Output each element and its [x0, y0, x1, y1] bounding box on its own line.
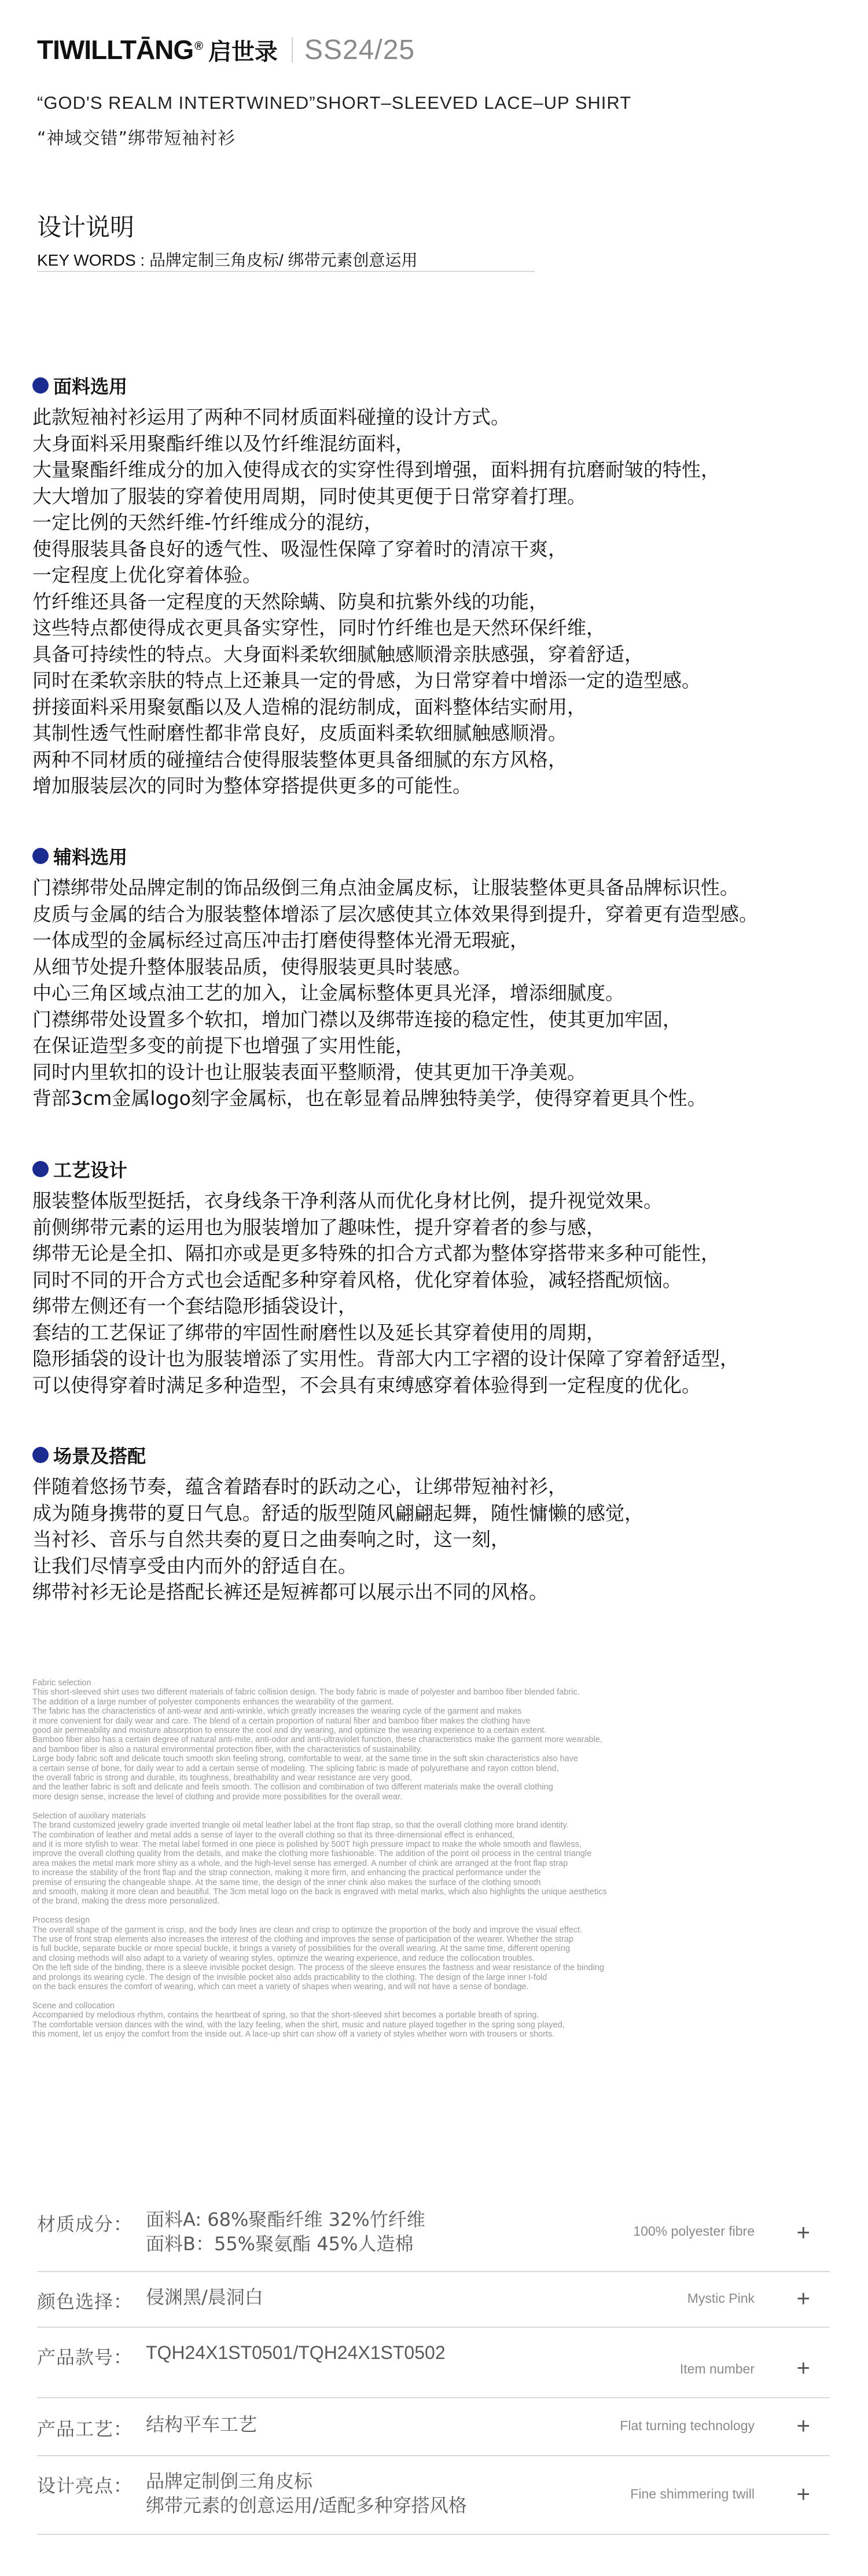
body-line: 一定程度上优化穿着体验。 — [32, 564, 262, 586]
spec-label: 颜色选择： — [37, 2291, 133, 2313]
fine-line: Fabric selection — [32, 1678, 91, 1688]
spec-value-line: 面料B：55%聚氨酯 45%人造棉 — [146, 2233, 414, 2255]
spec-value — [146, 2285, 263, 2309]
body-line: 此款短袖衬衫运用了两种不同材质面料碰撞的设计方式。 — [32, 406, 510, 428]
body-line: 服装整体版型挺括，衣身线条干净利落从而优化身材比例，提升视觉效果。 — [32, 1189, 663, 1212]
bullet-dot-icon — [32, 1161, 49, 1177]
body-line: 当衬衫、音乐与自然共奏的夏日之曲奏响之时，这一刻， — [32, 1528, 510, 1550]
body-line: 一定比例的天然纤维-竹纤维成分的混纺， — [32, 511, 383, 534]
bullet-dot-icon — [32, 1447, 49, 1463]
spec-en-label: Fine shimmering twill — [630, 2486, 755, 2501]
fine-line — [32, 1802, 843, 1811]
brand-name-cn: 启世录 — [208, 38, 278, 65]
body-line: 让我们尽情享受由内而外的舒适自在。 — [32, 1554, 357, 1577]
body-line: 绑带衬衫无论是搭配长裤还是短裤都可以展示出不同的风格。 — [32, 1581, 548, 1603]
section-body — [32, 404, 843, 799]
spec-label: 材质成分： — [37, 2213, 133, 2235]
fine-line: The comfortable version dances with the wind, with the lazy feeling, when the shirt, music and nature played together in the spring song played, — [32, 2020, 565, 2030]
body-line: 可以使得穿着时满足多种造型，不会具有束缚感穿着体验得到一定程度的优化。 — [32, 1373, 701, 1397]
spec-label: 产品款号： — [37, 2346, 133, 2368]
section-fabric — [32, 372, 843, 799]
product-title-en: “GOD'S REALM INTERTWINED”SHORT–SLEEVED LACE–UP SHIRT — [37, 93, 632, 113]
fine-line: Selection of auxiliary materials — [32, 1811, 146, 1821]
body-line: 绑带无论是全扣、隔扣亦或是更多特殊的扣合方式都为整体穿搭带来多种可能性， — [32, 1242, 720, 1265]
fine-line: to increase the stability of the front flap and the strap connection, making it more firm, and enhancing the practical performance under the — [32, 1868, 541, 1878]
body-line: 增加服装层次的同时为整体穿搭提供更多的可能性。 — [32, 774, 472, 797]
expand-plus-icon[interactable]: + — [796, 2220, 810, 2246]
body-line: 在保证造型多变的前提下也增强了实用性能， — [32, 1034, 414, 1057]
body-line: 这些特点都使得成衣更具备实穿性，同时竹纤维也是天然环保纤维， — [32, 616, 605, 639]
spec-value-line: 品牌定制倒三角皮标 — [146, 2470, 313, 2492]
fine-line: and the leather fabric is soft and delicate and feels smooth. The collision and combination of two different materials make the overall clothing — [32, 1783, 553, 1792]
fine-line: Process design — [32, 1916, 90, 1925]
section-craft — [32, 1155, 843, 1398]
spec-value-line: 绑带元素的创意运用/适配多种穿搭风格 — [146, 2494, 467, 2516]
fine-line: premise of ensuring the changeable shape. At the same time, the design of the inner chink also makes the surface of the clothing smooth — [32, 1877, 541, 1887]
header-divider — [292, 37, 293, 63]
spec-label: 设计亮点： — [37, 2475, 133, 2497]
design-keywords: KEY WORDS : 品牌定制三角皮标/ 绑带元素创意运用 — [37, 251, 418, 269]
spec-row-material[interactable] — [37, 2199, 830, 2272]
spec-value-line: 面料A: 68%聚酯纤维 32%竹纤维 — [146, 2208, 425, 2230]
section-scene — [32, 1441, 843, 1605]
brand-header — [37, 32, 415, 67]
body-line: 皮质与金属的结合为服装整体增添了层次感使其立体效果得到提升，穿着更有造型感。 — [32, 902, 758, 925]
fine-line: of the brand, making the dress more personalized. — [32, 1897, 220, 1906]
spec-value — [146, 2207, 425, 2256]
bullet-dot-icon — [32, 848, 49, 864]
fine-line — [32, 1991, 843, 2001]
design-notes-heading: 设计说明 — [37, 213, 135, 241]
fine-line — [32, 1906, 843, 1916]
expand-plus-icon[interactable]: + — [796, 2413, 810, 2439]
fine-line: Scene and collocation — [32, 2001, 115, 2011]
season-label: SS24/25 — [304, 34, 415, 65]
spec-en-label: Flat turning technology — [620, 2418, 755, 2433]
bullet-dot-icon — [32, 377, 49, 394]
spec-row-highlights[interactable] — [37, 2455, 830, 2535]
spec-value — [146, 2469, 467, 2518]
section-title: 面料选用 — [53, 376, 128, 398]
expand-plus-icon[interactable]: + — [796, 2482, 810, 2507]
fine-line: this moment, let us enjoy the comfort from the inside out. A lace-up shirt can show off a variety of styles whether worn with trousers or shorts. — [32, 2030, 555, 2040]
body-line: 其制性透气性耐磨性都非常良好，皮质面料柔软细腻触感顺滑。 — [32, 722, 567, 744]
keywords-underline — [37, 271, 535, 272]
body-line: 具备可持续性的特点。大身面料柔软细腻触感顺滑亲肤感强，穿着舒适， — [32, 642, 643, 666]
spec-row-item-number[interactable] — [37, 2327, 830, 2398]
fine-line: improve the overall clothing quality from the details, and make the clothing more fashionable. The addition of the point oil process in the central triangle — [32, 1849, 592, 1859]
body-line: 大量聚酯纤维成分的加入使得成衣的实穿性得到增强，面料拥有抗磨耐皱的特性， — [32, 458, 720, 481]
body-line: 成为随身携带的夏日气息。舒适的版型随风翩翩起舞，随性慵懒的感觉， — [32, 1501, 643, 1524]
fine-line: This short-sleeved shirt uses two different materials of fabric collision design. The body fabric is made of polyester and bamboo fiber blended fabric. — [32, 1688, 580, 1697]
fine-line: and smooth, making it more clean and beautiful. The 3cm metal logo on the back is engraved with metal marks, which also highlights the unique aesthetics — [32, 1887, 607, 1897]
body-line: 大大增加了服装的穿着使用周期，同时使其更便于日常穿着打理。 — [32, 484, 586, 508]
spec-value-line: 结构平车工艺 — [146, 2413, 258, 2435]
fine-line: The use of front strap elements also increases the interest of the clothing and improves the sense of participation of the wearer. Whether the strap — [32, 1934, 573, 1944]
fine-line: On the left side of the binding, there is a sleeve invisible pocket design. The process of the sleeve ensures the fastness and wear resistance of the binding — [32, 1963, 604, 1973]
fine-line: is full buckle, separate buckle or more special buckle, it brings a variety of possibilities for the overall wearing. At the same time, different opening — [32, 1944, 571, 1954]
fine-line: and closing methods will also adapt to a variety of wearing styles, optimize the wearing experience, and reduce the collocation troubles. — [32, 1953, 535, 1963]
body-line: 前侧绑带元素的运用也为服装增加了趣味性，提升穿着者的参与感， — [32, 1215, 605, 1239]
body-line: 中心三角区域点油工艺的加入，让金属标整体更具光泽，增添细腻度。 — [32, 982, 624, 1004]
product-title-cn: “神域交错”绑带短袖衬衫 — [37, 128, 236, 149]
fine-line: more design sense, increase the level of clothing and provide more possibilities for the overall wear. — [32, 1792, 403, 1802]
expand-plus-icon[interactable]: + — [796, 2355, 810, 2381]
fine-line: and bamboo fiber is also a natural environmental protection fiber, with the characteristics of sustainability. — [32, 1744, 422, 1754]
spec-en-label: Mystic Pink — [687, 2291, 755, 2306]
body-line: 背部3cm金属logo刻字金属标，也在彰显着品牌独特美学，使得穿着更具个性。 — [32, 1087, 707, 1109]
fine-line: the overall fabric is strong and durable, its toughness, breathability and wear resistance are very good, — [32, 1773, 413, 1783]
body-line: 两种不同材质的碰撞结合使得服装整体更具备细腻的东方风格， — [32, 748, 567, 771]
body-line: 同时在柔软亲肤的特点上还兼具一定的骨感，为日常穿着中增添一定的造型感。 — [32, 669, 701, 692]
fine-line: and it is more stylish to wear. The metal label formed in one piece is polished by 500T high pressure impact to make the whole smooth and flawless, — [32, 1839, 582, 1849]
body-line: 竹纤维还具备一定程度的天然除螨、防臭和抗紫外线的功能， — [32, 590, 548, 613]
spec-row-craft[interactable] — [37, 2397, 830, 2456]
body-line: 套结的工艺保证了绑带的牢固性耐磨性以及延长其穿着使用的周期， — [32, 1321, 605, 1344]
section-body — [32, 1188, 843, 1398]
spec-value-line: 侵渊黑/晨洞白 — [146, 2286, 263, 2308]
body-line: 伴随着悠扬节奏，蕴含着踏春时的跃动之心，让绑带短袖衬衫， — [32, 1475, 567, 1498]
spec-value — [146, 2340, 446, 2365]
fine-line: The addition of a large number of polyester components enhances the wearability of the garment. — [32, 1697, 394, 1707]
brand-logo: TIWILLTĀNG ® — [37, 35, 203, 65]
fine-line: The fabric has the characteristics of anti-wear and anti-wrinkle, which greatly increases the wearing cycle of the garment and makes — [32, 1707, 522, 1717]
fine-line: Accompanied by melodious rhythm, contains the heartbeat of spring, so that the short-sleeved shirt becomes a portable breath of spring. — [32, 2011, 539, 2020]
body-line: 隐形插袋的设计也为服装增添了实用性。背部大内工字褶的设计保障了穿着舒适型， — [32, 1347, 739, 1370]
body-line: 一体成型的金属标经过高压冲击打磨使得整体光滑无瑕疵， — [32, 929, 529, 951]
fine-line: a certain sense of bone, for daily wear to add a certain sense of modeling. The splicing fabric is made of polyurethane and rayon cotton blend, — [32, 1763, 559, 1773]
fine-line: The combination of leather and metal adds a sense of layer to the overall clothing so that its three-dimensional effect is enhanced, — [32, 1830, 515, 1840]
section-title: 工艺设计 — [53, 1159, 128, 1181]
spec-en-label: Item number — [679, 2361, 755, 2376]
body-line: 拼接面料采用聚氨酯以及人造棉的混纺制成，面料整体结实耐用， — [32, 695, 586, 718]
expand-plus-icon[interactable]: + — [796, 2286, 810, 2312]
section-title: 场景及搭配 — [53, 1445, 146, 1467]
section-accessories — [32, 842, 843, 1112]
spec-value-line: TQH24X1ST0501/TQH24X1ST0502 — [146, 2342, 446, 2363]
spec-value — [146, 2412, 257, 2437]
fine-line: area makes the metal mark more shiny as a whole, and the high-level sense has emerged. A number of chink are arranged at the front flap strap — [32, 1858, 568, 1868]
body-line: 同时内里软扣的设计也让服装表面平整顺滑，使其更加干净美观。 — [32, 1060, 586, 1083]
section-title: 辅料选用 — [53, 846, 128, 868]
body-line: 大身面料采用聚酯纤维以及竹纤维混纺面料， — [32, 432, 414, 455]
fine-line: on the back ensures the comfort of wearing, which can meet a variety of shapes when wearing, and will not have a sense of bondage. — [32, 1982, 529, 1991]
section-body — [32, 874, 843, 1112]
fine-line: it more convenient for daily wear and care. The blend of a certain proportion of natural fiber and bamboo fiber makes the clothing have — [32, 1716, 531, 1726]
body-line: 门襟绑带处设置多个软扣，增加门襟以及绑带连接的稳定性，使其更加牢固， — [32, 1008, 682, 1031]
body-line: 同时不同的开合方式也会适配多种穿着风格，优化穿着体验，减轻搭配烦恼。 — [32, 1268, 682, 1291]
fine-line: Large body fabric soft and delicate touch smooth skin feeling strong, comfortable to wear, at the same time in the soft skin characteristics also have — [32, 1754, 578, 1764]
body-line: 门襟绑带处品牌定制的饰品级倒三角点油金属皮标，让服装整体更具备品牌标识性。 — [32, 876, 739, 899]
fine-line: Bamboo fiber also has a certain degree of natural anti-mite, anti-odor and anti-ultraviolet function, these characteristics make the garment more wearable, — [32, 1735, 602, 1745]
fine-line: and prolongs its wearing cycle. The design of the invisible pocket also adds practicability to the clothing. The design of the large inner I-fold — [32, 1972, 547, 1982]
fine-line: good air permeability and moisture absorption to ensure the cool and dry wearing, and optimize the wearing experience to a certain extent. — [32, 1726, 547, 1736]
spec-row-color[interactable] — [37, 2271, 830, 2328]
fine-line: The overall shape of the garment is crisp, and the body lines are clean and crisp to optimize the proportion of the body and improve the visual effect. — [32, 1925, 583, 1935]
spec-label: 产品工艺： — [37, 2418, 133, 2440]
section-body — [32, 1473, 843, 1605]
body-line: 使得服装具备良好的透气性、吸湿性保障了穿着时的清凉干爽， — [32, 537, 567, 560]
body-line: 从细节处提升整体服装品质，使得服装更具时装感。 — [32, 955, 472, 978]
body-line: 绑带左侧还有一个套结隐形插袋设计， — [32, 1295, 357, 1317]
fine-line: The brand customized jewelry grade inverted triangle oil metal leather label at the front flap strap, so that the overall clothing more brand identity. — [32, 1821, 569, 1831]
spec-en-label: 100% polyester fibre — [633, 2224, 755, 2239]
english-description — [32, 1678, 843, 2039]
